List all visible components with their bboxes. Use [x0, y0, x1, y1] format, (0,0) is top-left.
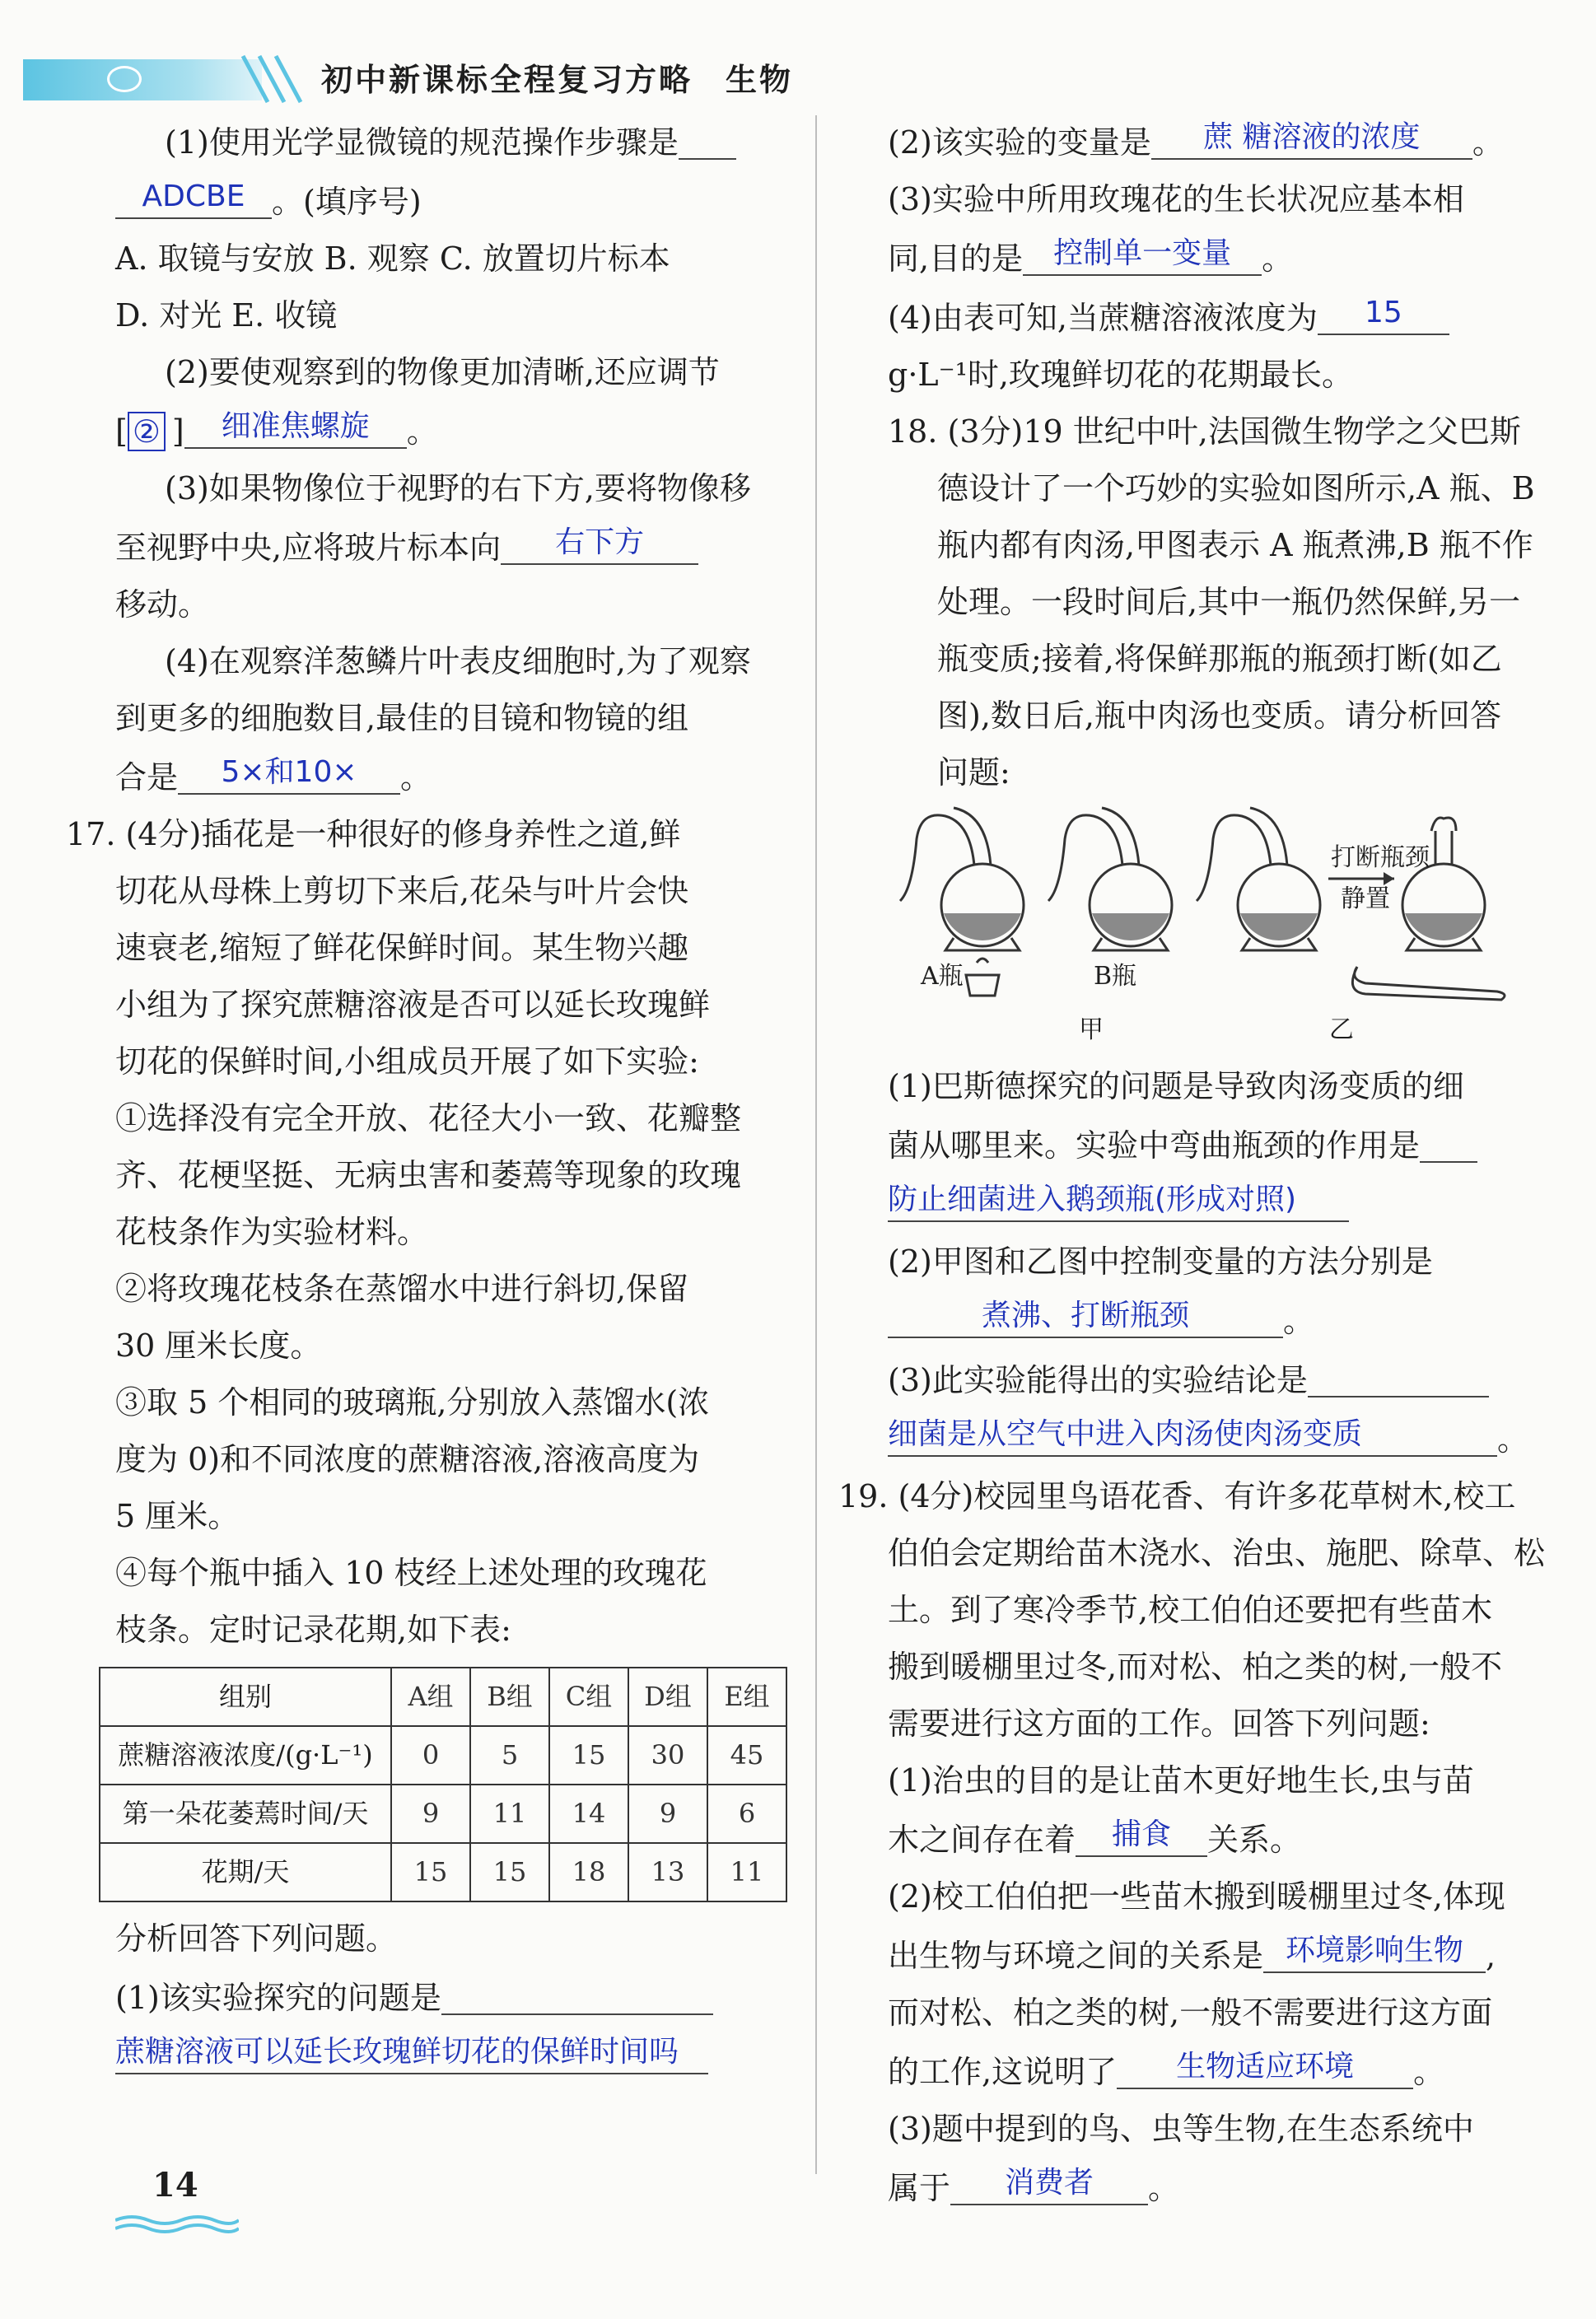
q18-stem-line-2: 德设计了一个巧妙的实验如图所示,A 瓶、B — [937, 470, 1535, 506]
q16-1-answer: ADCBE — [142, 180, 245, 213]
q19-2-suffix: , — [1486, 1938, 1496, 1974]
flask-b-label: B瓶 — [1094, 962, 1137, 991]
q18-2-line-1: (2)甲图和乙图中控制变量的方法分别是 — [888, 1243, 1433, 1280]
table-cell: 6 — [707, 1785, 786, 1843]
pasteur-flask-diagram — [888, 806, 1522, 1053]
q18-1-text: 菌从哪里来。实验中弯曲瓶颈的作用是 — [888, 1127, 1421, 1164]
q16-1-answer-line — [115, 171, 807, 231]
q18-1-line-1: (1)巴斯德探究的问题是导致肉汤变质的细 — [888, 1068, 1464, 1104]
q18-2-answer-blank — [888, 1290, 1283, 1338]
q18-3-blank-start — [1308, 1350, 1489, 1397]
q16-1-text: (1)使用光学显微镜的规范操作步骤是 — [165, 124, 679, 161]
q17-step-3-line-1: ③取 5 个相同的玻璃瓶,分别放入蒸馏水(浓 — [115, 1384, 710, 1421]
q17-1-answer-line — [115, 2027, 807, 2086]
table-cell: 11 — [707, 1843, 786, 1901]
q16-3-line-3: 移动。 — [115, 586, 210, 623]
header-band — [23, 59, 262, 100]
q17-data-table — [99, 1667, 787, 1902]
q16-1-blank-start — [679, 112, 736, 160]
q17-1-answer: 蔗糖溶液可以延长玫瑰鲜切花的保鲜时间吗 — [115, 2035, 679, 2069]
table-row — [100, 1843, 786, 1901]
q16-4-suffix: 。 — [400, 759, 432, 796]
q18-2-answer: 煮沸、打断瓶颈 — [981, 1299, 1189, 1332]
arrow-label-stand: 静置 — [1341, 884, 1390, 913]
table-header-cell: E组 — [707, 1668, 786, 1726]
q17-stem-line-5: 切花的保鲜时间,小组成员开展了如下实验: — [115, 1043, 699, 1080]
q16-2-line: (2)要使观察到的物像更加清晰,还应调节 — [165, 354, 720, 390]
q16-4-line-2: 到更多的细胞数目,最佳的目镜和物镜的组 — [115, 700, 689, 736]
q17-3-answer: 控制单一变量 — [1053, 236, 1232, 270]
q17-2-answer: 蔗 糖溶液的浓度 — [1203, 120, 1421, 154]
table-cell: 9 — [628, 1785, 707, 1843]
q17-step-1-line-3: 花枝条作为实验材料。 — [115, 1214, 429, 1250]
q17-step-3-line-3: 5 厘米。 — [115, 1498, 240, 1534]
subject-label: 生物 — [726, 62, 794, 98]
q16-2-answer-blank — [184, 401, 407, 449]
q17-4-answer: 15 — [1365, 296, 1402, 329]
q17-2-suffix: 。 — [1472, 124, 1504, 161]
q18-2-suffix: 。 — [1283, 1303, 1315, 1339]
q19-stem-line-5: 需要进行这方面的工作。回答下列问题: — [888, 1705, 1430, 1742]
page-number: 14 — [152, 2166, 198, 2205]
q19-2-prefix-2: 的工作,这说明了 — [888, 2054, 1118, 2090]
q19-2-answer-2: 生物适应环境 — [1176, 2050, 1355, 2083]
flask-a-label: A瓶 — [921, 962, 964, 991]
table-cell: 9 — [391, 1785, 470, 1843]
q16-2-answer-line — [115, 401, 807, 460]
q17-step-4-line-1: ④每个瓶中插入 10 枝经上述处理的玫瑰花 — [115, 1555, 707, 1591]
q19-2-line-2 — [888, 1925, 1522, 1985]
q19-2-line-3: 而对松、柏之类的树,一般不需要进行这方面 — [888, 1995, 1493, 2031]
q18-stem-line-4: 处理。一段时间后,其中一瓶仍然保鲜,另一 — [937, 584, 1521, 620]
q18-3-line-1 — [888, 1350, 1522, 1409]
q17-stem-line-1: 17. (4分)插花是一种很好的修身养性之道,鲜 — [66, 816, 681, 852]
q18-1-line-2 — [888, 1115, 1522, 1174]
q18-stem-line-1: 18. (3分)19 世纪中叶,法国微生物学之父巴斯 — [888, 413, 1521, 450]
q17-2-line — [888, 112, 1522, 171]
q16-3-prefix: 至视野中央,应将玻片标本向 — [115, 530, 502, 566]
q18-2-answer-line — [888, 1290, 1522, 1350]
q17-3-line-2 — [888, 228, 1522, 287]
q19-2-answer: 环境影响生物 — [1286, 1934, 1464, 1967]
q19-2-line-4 — [888, 2041, 1522, 2101]
q17-4-answer-blank — [1318, 287, 1449, 335]
q17-1-line — [115, 1967, 807, 2027]
table-row-label: 花期/天 — [100, 1843, 391, 1901]
q19-1-suffix: 关系。 — [1207, 1822, 1302, 1858]
q18-1-answer-blank — [888, 1174, 1349, 1222]
table-cell: 0 — [391, 1726, 470, 1785]
q18-stem-line-6: 图),数日后,瓶中肉汤也变质。请分析回答 — [937, 698, 1501, 734]
q17-analysis-prompt: 分析回答下列问题。 — [115, 1920, 398, 1957]
q16-2-part-mark: ② — [128, 412, 166, 451]
q19-1-answer: 捕食 — [1112, 1817, 1172, 1851]
book-title — [321, 54, 793, 100]
q18-1-answer: 防止细菌进入鹅颈瓶(形成对照) — [888, 1183, 1297, 1216]
table-cell: 15 — [549, 1726, 628, 1785]
q19-stem-line-2: 伯伯会定期给苗木浇水、治虫、施肥、除草、松 — [888, 1535, 1546, 1571]
q17-step-2-line-1: ②将玫瑰花枝条在蒸馏水中进行斜切,保留 — [115, 1271, 689, 1307]
q19-stem-line-1: 19. (4分)校园里鸟语花香、有许多花草树木,校工 — [838, 1478, 1516, 1514]
q17-step-1-line-1: ①选择没有完全开放、花径大小一致、花瓣整 — [115, 1100, 742, 1136]
q19-3-prefix: 属于 — [888, 2170, 951, 2206]
q18-3-answer-blank — [888, 1409, 1497, 1457]
table-cell: 15 — [391, 1843, 470, 1901]
q17-step-4-line-2: 枝条。定时记录花期,如下表: — [115, 1612, 511, 1648]
table-cell: 5 — [470, 1726, 549, 1785]
q18-stem-line-7: 问题: — [937, 754, 1010, 791]
q19-1-line-2 — [888, 1809, 1522, 1869]
table-header-cell: 组别 — [100, 1668, 391, 1726]
q17-4-prefix: (4)由表可知,当蔗糖溶液浓度为 — [888, 300, 1318, 336]
table-row — [100, 1726, 786, 1785]
q18-3-suffix: 。 — [1497, 1421, 1529, 1458]
q19-3-suffix: 。 — [1148, 2170, 1180, 2206]
q16-3-answer-blank — [501, 517, 698, 565]
q17-stem-line-4: 小组为了探究蔗糖溶液是否可以延长玫瑰鲜 — [115, 987, 711, 1023]
q19-1-answer-blank — [1076, 1809, 1207, 1857]
q18-3-answer: 细菌是从空气中进入肉汤使肉汤变质 — [888, 1417, 1363, 1451]
q16-options-line-1: A. 取镜与安放 B. 观察 C. 放置切片标本 — [115, 240, 670, 277]
q18-3-text: (3)此实验能得出的实验结论是 — [888, 1362, 1308, 1398]
q16-2-answer: 细准焦螺旋 — [221, 409, 370, 443]
table-cell: 13 — [628, 1843, 707, 1901]
header-slashes-decoration — [235, 53, 325, 105]
page-wave-ornament — [115, 2214, 239, 2235]
table-row-label: 蔗糖溶液浓度/(g·L⁻¹) — [100, 1726, 391, 1785]
column-divider — [815, 115, 817, 2174]
q19-3-answer: 消费者 — [1005, 2166, 1094, 2200]
figure-jia-label: 甲 — [1079, 1015, 1104, 1044]
q16-4-line-1: (4)在观察洋葱鳞片叶表皮细胞时,为了观察 — [165, 643, 751, 679]
q17-3-answer-blank — [1023, 228, 1262, 276]
q17-2-text: (2)该实验的变量是 — [888, 124, 1151, 161]
q19-stem-line-4: 搬到暖棚里过冬,而对松、柏之类的树,一般不 — [888, 1649, 1503, 1685]
arrow-label-break-neck: 打断瓶颈 — [1331, 843, 1430, 872]
table-cell: 11 — [470, 1785, 549, 1843]
figure-yi-label: 乙 — [1329, 1015, 1354, 1044]
q19-3-line-2 — [888, 2158, 1522, 2217]
q16-4-line-3 — [115, 747, 807, 806]
q19-stem-line-3: 土。到了寒冷季节,校工伯伯还要把有些苗木 — [888, 1592, 1493, 1628]
q17-step-1-line-2: 齐、花梗坚挺、无病虫害和萎蔫等现象的玫瑰 — [115, 1157, 742, 1193]
q16-2-bracket-close: ] — [171, 413, 184, 450]
table-cell: 18 — [549, 1843, 628, 1901]
q17-3-prefix: 同,目的是 — [888, 240, 1024, 277]
table-cell: 30 — [628, 1726, 707, 1785]
q17-4-line-2: g·L⁻¹时,玫瑰鲜切花的花期最长。 — [888, 357, 1354, 393]
table-header-row — [100, 1668, 786, 1726]
q17-2-answer-blank — [1151, 112, 1472, 160]
q17-1-blank-start — [441, 1967, 713, 2015]
q17-step-3-line-2: 度为 0)和不同浓度的蔗糖溶液,溶液高度为 — [115, 1441, 700, 1477]
q16-4-answer-blank — [178, 747, 400, 795]
q19-3-answer-blank — [950, 2158, 1148, 2205]
q19-2-line-1: (2)校工伯伯把一些苗木搬到暖棚里过冬,体现 — [888, 1878, 1505, 1915]
q16-1-answer-blank — [115, 171, 272, 219]
q16-1-line — [115, 112, 807, 171]
q18-1-blank-start — [1420, 1115, 1477, 1163]
q19-1-line-1: (1)治虫的目的是让苗木更好地生长,虫与苗 — [888, 1762, 1474, 1799]
q19-3-line-1: (3)题中提到的鸟、虫等生物,在生态系统中 — [888, 2111, 1474, 2147]
q19-2-answer-blank-2 — [1117, 2041, 1413, 2089]
q17-3-line-1: (3)实验中所用玫瑰花的生长状况应基本相 — [888, 181, 1464, 217]
q16-3-answer: 右下方 — [555, 525, 645, 559]
table-header-cell: A组 — [391, 1668, 470, 1726]
q19-1-prefix: 木之间存在着 — [888, 1822, 1076, 1858]
table-cell: 45 — [707, 1726, 786, 1785]
q16-3-line-2 — [115, 517, 807, 576]
q16-2-bracket-open: [ — [115, 413, 128, 450]
q16-4-prefix: 合是 — [115, 759, 179, 796]
q16-3-line-1: (3)如果物像位于视野的右下方,要将物像移 — [165, 470, 751, 506]
q16-4-answer: 5×和10× — [221, 755, 357, 789]
q18-1-answer-line — [888, 1174, 1522, 1234]
q19-2-suffix-2: 。 — [1413, 2054, 1445, 2090]
q17-step-2-line-2: 30 厘米长度。 — [115, 1327, 322, 1364]
q16-2-suffix: 。 — [406, 413, 438, 450]
book-title-text: 初中新课标全程复习方略 — [321, 62, 693, 98]
table-cell: 14 — [549, 1785, 628, 1843]
left-column — [66, 112, 807, 2086]
table-row-label: 第一朵花萎蔫时间/天 — [100, 1785, 391, 1843]
q18-stem-line-3: 瓶内都有肉汤,甲图表示 A 瓶煮沸,B 瓶不作 — [937, 527, 1533, 563]
table-row — [100, 1785, 786, 1843]
q17-stem-line-3: 速衰老,缩短了鲜花保鲜时间。某生物兴趣 — [115, 930, 689, 966]
q18-3-answer-line — [888, 1409, 1529, 1468]
q17-3-suffix: 。 — [1262, 240, 1294, 277]
table-header-cell: D组 — [628, 1668, 707, 1726]
q17-4-line-1 — [888, 287, 1522, 347]
right-column — [838, 112, 1546, 2217]
book-logo-icon — [107, 66, 142, 92]
table-header-cell: B组 — [470, 1668, 549, 1726]
q19-2-prefix: 出生物与环境之间的关系是 — [888, 1938, 1264, 1974]
q17-stem-line-2: 切花从母株上剪切下来后,花朵与叶片会快 — [115, 873, 689, 909]
q18-stem-line-5: 瓶变质;接着,将保鲜那瓶的瓶颈打断(如乙 — [937, 641, 1502, 677]
table-header-cell: C组 — [549, 1668, 628, 1726]
q16-options-line-2: D. 对光 E. 收镜 — [115, 297, 338, 334]
table-cell: 15 — [470, 1843, 549, 1901]
q16-1-suffix: 。(填序号) — [272, 184, 422, 220]
q17-1-text: (1)该实验探究的问题是 — [115, 1980, 441, 2016]
q17-1-answer-blank — [115, 2027, 708, 2074]
q19-2-answer-blank — [1263, 1925, 1486, 1973]
